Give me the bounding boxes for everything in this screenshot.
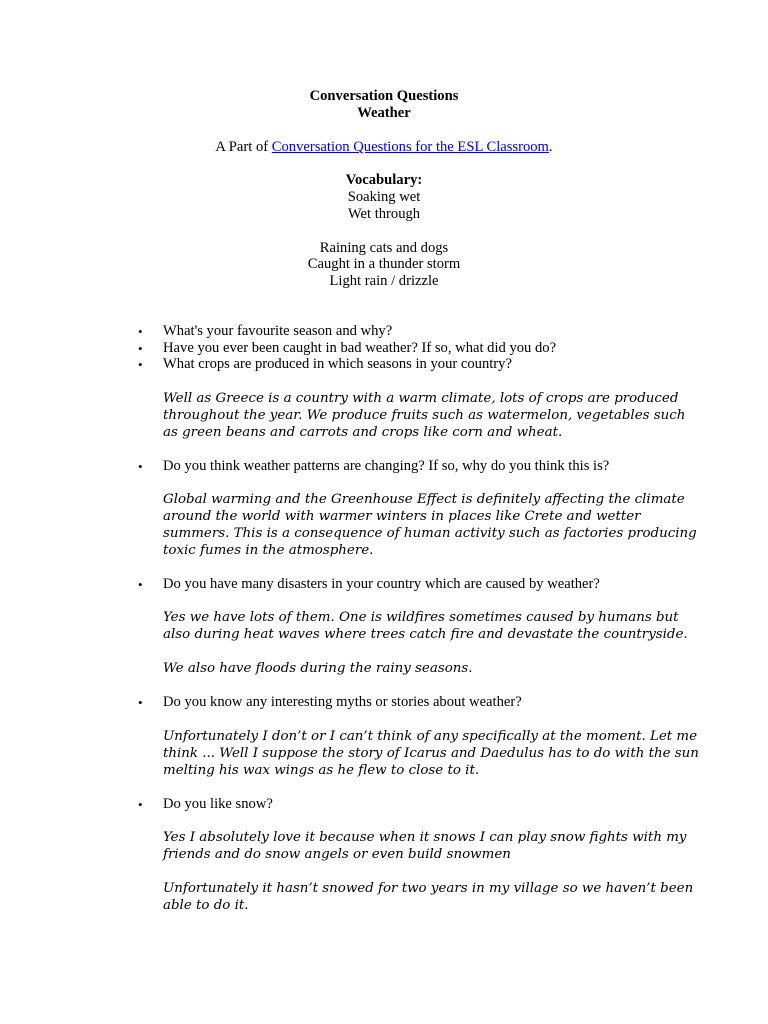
- answer-line: as green beans and carrots and crops like corn and wheat.: [163, 425, 563, 440]
- bullet-icon: •: [138, 459, 143, 474]
- answer-disasters-floods: [163, 660, 663, 677]
- part-of-prefix: A Part of: [215, 139, 272, 155]
- answer-line: think ... Well I suppose the story of Icarus and Daedulus has to do with the sun: [163, 746, 699, 761]
- answer-line: Well as Greece is a country with a warm climate, lots of crops are produced: [163, 391, 679, 406]
- part-of-suffix: .: [548, 139, 553, 155]
- bullet-icon: •: [138, 341, 143, 356]
- answer-myths: [163, 728, 699, 779]
- answer-line: We also have floods during the rainy seasons.: [163, 661, 473, 676]
- question-text: Do you have many disasters in your country which are caused by weather?: [163, 576, 600, 592]
- vocabulary-item: Light rain / drizzle: [329, 273, 439, 289]
- document-title: Conversation Questions: [309, 88, 459, 104]
- bullet-icon: •: [138, 357, 143, 372]
- question-text: Do you know any interesting myths or stories about weather?: [163, 694, 522, 710]
- question-text: What crops are produced in which seasons in your country?: [163, 356, 512, 372]
- answer-line: melting his wax wings as he flew to close to it.: [163, 763, 480, 778]
- bullet-icon: •: [138, 577, 143, 592]
- answer-disasters: [163, 609, 688, 643]
- bullet-icon: •: [138, 324, 143, 339]
- part-of-line: [0, 139, 768, 156]
- answer-snow-village: [163, 880, 694, 914]
- answer-line: friends and do snow angels or even build snowmen: [163, 847, 511, 862]
- bullet-icon: •: [138, 695, 143, 710]
- answer-line: toxic fumes in the atmosphere.: [163, 543, 374, 558]
- bullet-icon: •: [138, 797, 143, 812]
- answer-line: Unfortunately I don’t or I can’t think of any specifically at the moment. Let me: [163, 729, 698, 744]
- vocabulary-item: Caught in a thunder storm: [307, 256, 461, 272]
- vocabulary-heading: Vocabulary:: [345, 172, 423, 188]
- answer-line: also during heat waves where trees catch fire and devastate the countryside.: [163, 627, 688, 642]
- question-text: Do you think weather patterns are changing? If so, why do you think this is?: [163, 458, 610, 474]
- answer-snow: [163, 829, 687, 863]
- vocabulary-item: Raining cats and dogs: [319, 240, 449, 256]
- vocabulary-item: Soaking wet: [347, 189, 421, 205]
- answer-crops: [163, 390, 686, 441]
- answer-patterns: [163, 491, 697, 559]
- answer-line: throughout the year. We produce fruits such as watermelon, vegetables such: [163, 408, 686, 423]
- answer-line: Unfortunately it hasn’t snowed for two years in my village so we haven’t been: [163, 881, 694, 896]
- document-subtitle: Weather: [357, 105, 411, 121]
- question-text: Do you like snow?: [163, 796, 273, 812]
- answer-line: Yes we have lots of them. One is wildfires sometimes caused by humans but: [163, 610, 679, 625]
- question-text: Have you ever been caught in bad weather? If so, what did you do?: [163, 340, 557, 356]
- answer-line: summers. This is a consequence of human activity such as factories producing: [163, 526, 697, 541]
- answer-line: around the world with warmer winters in places like Crete and wetter: [163, 509, 641, 524]
- answer-line: able to do it.: [163, 898, 249, 913]
- esl-classroom-link[interactable]: Conversation Questions for the ESL Classroom: [271, 139, 549, 155]
- answer-line: Global warming and the Greenhouse Effect is definitely affecting the climate: [163, 492, 685, 507]
- answer-line: Yes I absolutely love it because when it snows I can play snow fights with my: [163, 830, 687, 845]
- vocabulary-item: Wet through: [347, 206, 421, 222]
- question-text: What's your favourite season and why?: [163, 323, 393, 339]
